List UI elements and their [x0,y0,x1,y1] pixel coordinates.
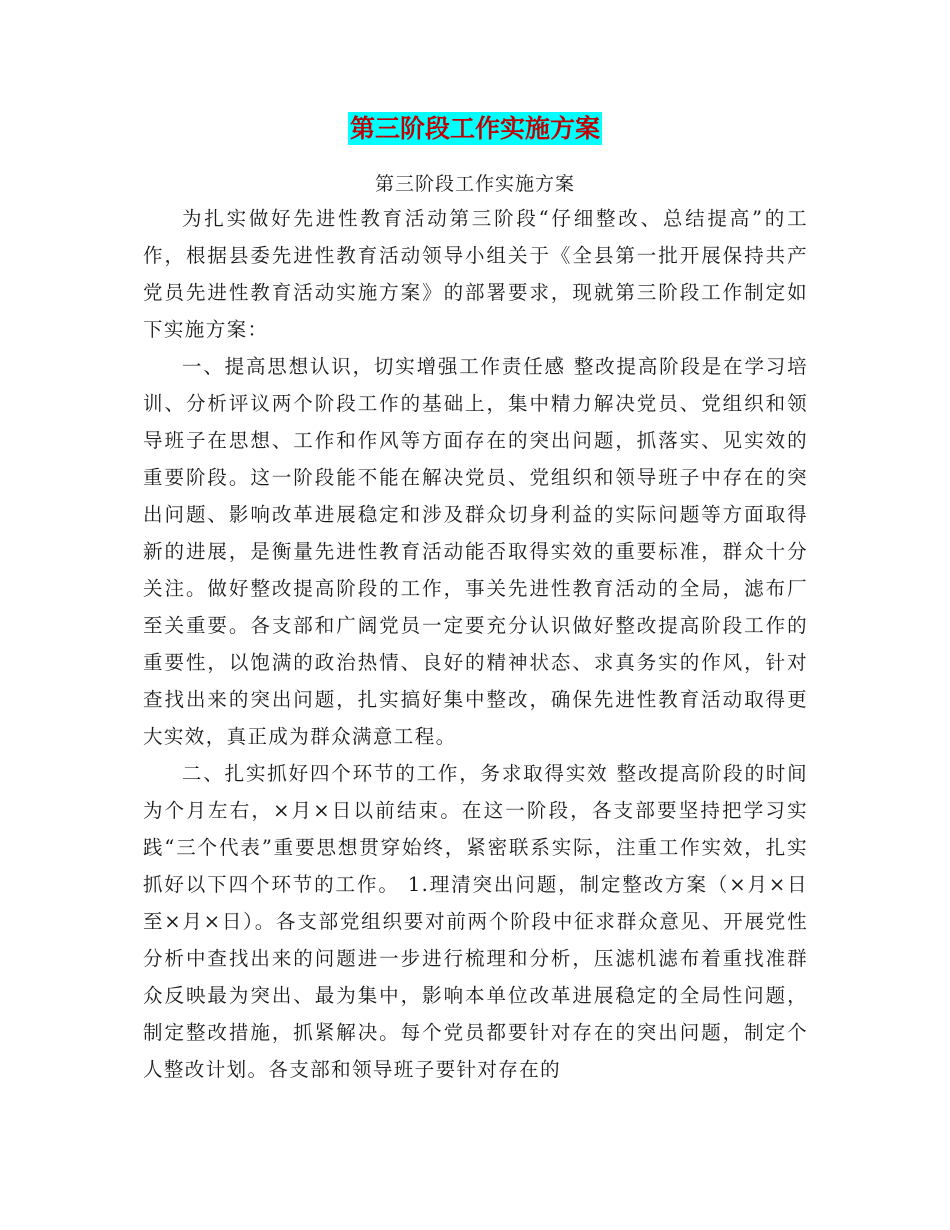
paragraph: 为扎实做好先进性教育活动第三阶段“仔细整改、总结提高”的工作，根据县委先进性教育活动领导小组关于《全县第一批开展保持共产党员先进性教育活动实施方案》的部署要求，现就第三阶段工作制定如下实施方案： [143,207,808,341]
paragraph: 一、提高思想认识，切实增强工作责任感 整改提高阶段是在学习培训、分析评议两个阶段工作的基础上，集中精力解决党员、党组织和领导班子在思想、工作和作风等方面存在的突出问题，抓落实、见实效的重要阶段。这一阶段能不能在解决党员、党组织和领导班子中存在的突出问题、影响改革进展稳定和涉及群众切身利益的实际问题等方面取得新的进展，是衡量先进性教育活动能否取得实效的重要标准，群众十分关注。做好整改提高阶段的工作，事关先进性教育活动的全局，滤布厂至关重要。各支部和广阔党员一定要充分认识做好整改提高阶段工作的重要性，以饱满的政治热情、良好的精神状态、求真务实的作风，针对查找出来的突出问题，扎实搞好集中整改，确保先进性教育活动取得更大实效，真正成为群众满意工程。 [143,355,808,748]
document-body [143,200,808,1088]
title-wrap [0,112,950,145]
document-subtitle: 第三阶段工作实施方案 [374,173,575,195]
paragraph: 二、扎实抓好四个环节的工作，务求取得实效 整改提高阶段的时间为个月左右，×月×日以前结束。在这一阶段，各支部要坚持把学习实践“三个代表”重要思想贯穿始终，紧密联系实际，注重工作实效，扎实抓好以下四个环节的工作。 1.理清突出问题，制定整改方案（×月×日至×月×日）。各支部党组织要对前两个阶段中征求群众意见、开展党性分析中查找出来的问题进一步进行梳理和分析，压滤机滤布着重找准群众反映最为突出、最为集中，影响本单位改革进展稳定的全局性问题，制定整改措施，抓紧解决。每个党员都要针对存在的突出问题，制定个人整改计划。各支部和领导班子要针对存在的 [143,762,808,1081]
document-title: 第三阶段工作实施方案 [349,114,600,143]
